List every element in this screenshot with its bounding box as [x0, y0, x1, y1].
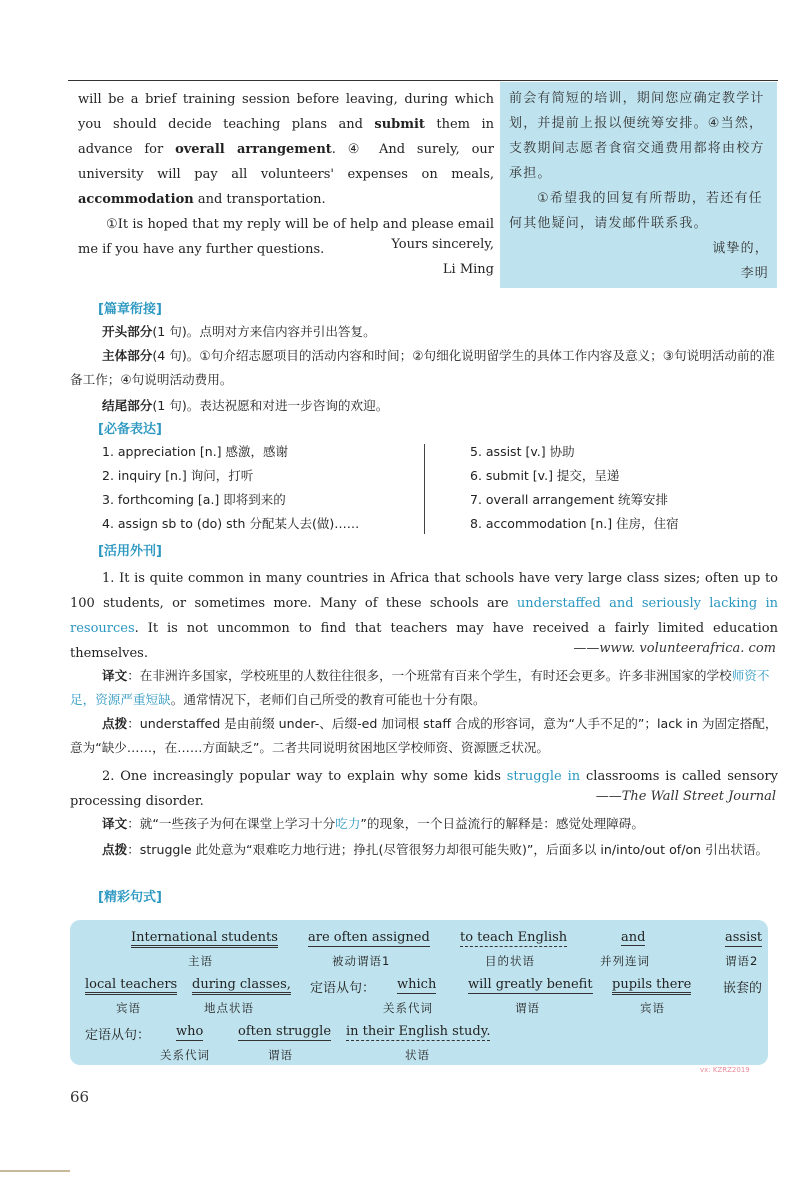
translation-highlight: 师资不足，资源严重短缺: [70, 668, 770, 707]
expression-item: 8. accommodation [n.] 住房，住宿: [470, 516, 679, 531]
sentence-role-label: 关系代词: [383, 1001, 433, 1015]
expression-item: 2. inquiry [n.] 询问，打听: [102, 468, 254, 483]
extract-1-highlight: understaffed and seriously lacking in resources: [70, 596, 778, 636]
sentence-word: who: [176, 1024, 204, 1039]
translation-closing: 诚挚的，: [712, 241, 769, 256]
sentence-role-label: 并列连词: [600, 954, 650, 968]
keyword-bold: submit: [374, 117, 425, 132]
body-label: 主体部分: [102, 348, 153, 363]
extract-1-translation: [70, 664, 780, 712]
sentence-word: often struggle: [238, 1024, 332, 1039]
extract-2-part-b: classrooms is called sensory processing disorder.: [70, 769, 779, 809]
translation-part-b: ”的现象，一个日益流行的解释是：感觉处理障碍。: [360, 816, 644, 831]
sentence-role-label: 主语: [188, 954, 213, 968]
letter-paragraph-1: [78, 87, 494, 212]
translation-part-a: ：就“一些孩子为何在课堂上学习十分: [127, 816, 336, 831]
translation-paragraph-2: ①希望我的回复有所帮助，若还有任何其他疑问，请发邮件联系我。: [509, 191, 763, 231]
expressions-divider: [424, 444, 425, 534]
expression-item: 3. forthcoming [a.] 即将到来的: [102, 492, 286, 507]
sentence-word: assist: [725, 930, 763, 945]
body-text: (4 句)。①句介绍志愿项目的活动内容和时间；②句细化说明留学生的具体工作内容及意义；③句说明活动前的准备工作；④句说明活动费用。: [70, 348, 775, 387]
sentence-word: local teachers: [85, 977, 177, 995]
translation-label: 译文: [102, 668, 128, 683]
expressions-left-list: [102, 440, 422, 536]
translation-paragraph-1: 前会有简短的培训，期间您应确定教学计划，并提前上报以便统筹安排。④当然，支教期间志愿者食宿交通费用都将由校方承担。: [509, 91, 765, 181]
letter-body: [78, 87, 494, 262]
translation-label: 译文: [102, 816, 128, 831]
clause-label: 嵌套的: [723, 981, 763, 996]
sentence-role-label: 宾语: [116, 1001, 141, 1015]
sentence-role-label: 谓语: [515, 1001, 540, 1015]
note-text: ：understaffed 是由前缀 under-、后缀-ed 加词根 staff 合成的形容词，意为“人手不足的”；lack in 为固定搭配，意为“缺少……，在……方面缺乏”。二者共同说明贫困地区学校师资、资源匮乏状况。: [70, 716, 778, 755]
letter-closing: Yours sincerely,: [391, 237, 494, 252]
expression-item: 6. submit [v.] 提交，呈递: [470, 468, 620, 483]
bottom-rule: [0, 1170, 70, 1172]
structure-ending: [102, 394, 782, 418]
extract-2-translation: [70, 812, 780, 836]
sentence-analysis-box: [70, 920, 768, 1065]
extract-1-part-b: . It is not uncommon to find that teachers may have received a fairly limited education themselves.: [70, 621, 778, 661]
expression-item: 7. overall arrangement 统筹安排: [470, 492, 668, 507]
extract-2-highlight: struggle in: [506, 769, 581, 784]
translation-part-a: ：在非洲许多国家，学校班里的人数往往很多，一个班常有百来个学生，有时还会更多。许多非洲国家的学校: [127, 668, 732, 683]
sentence-role-label: 谓语: [268, 1048, 293, 1062]
extract-1-note: [70, 712, 780, 760]
note-label: 点拨: [102, 842, 128, 857]
clause-label: 定语从句：: [85, 1028, 151, 1043]
top-rule: [68, 80, 778, 81]
sentence-word: will greatly benefit: [468, 977, 593, 992]
sentence-heading: [精彩句式]: [98, 890, 162, 905]
sentence-word: pupils there: [612, 977, 691, 995]
note-label: 点拨: [102, 716, 128, 731]
translation-box: [500, 82, 777, 288]
expression-item: 4. assign sb to (do) sth 分配某人去(做)……: [102, 516, 360, 531]
translation-part-b: 。通常情况下，老师们自己所受的教育可能也十分有限。: [170, 692, 486, 707]
letter-text-segment: and transportation.: [193, 192, 326, 207]
extract-2-part-a: 2. One increasingly popular way to explain why some kids: [102, 769, 507, 784]
page-number: 66: [70, 1088, 90, 1106]
extract-1-source: ——www. volunteerafrica. com: [573, 641, 776, 656]
sentence-role-label: 地点状语: [204, 1001, 254, 1015]
expression-item: 5. assist [v.] 协助: [470, 444, 575, 459]
translation-highlight: 吃力: [335, 816, 361, 831]
extract-2-source: ——The Wall Street Journal: [595, 789, 776, 804]
note-text: ：struggle 此处意为“艰难吃力地行进；挣扎(尽管很努力却很可能失败)”，后面多以 in/into/out of/on 引出状语。: [127, 842, 769, 857]
expression-item: 1. appreciation [n.] 感激，感谢: [102, 444, 289, 459]
ending-label: 结尾部分: [102, 398, 153, 413]
sentence-word: which: [397, 977, 437, 992]
translation-signature: 李明: [740, 266, 769, 281]
sentence-word: during classes,: [192, 977, 291, 995]
expressions-right-list: [470, 440, 780, 536]
extract-1-part-a: 1. It is quite common in many countries in Africa that schools have very large class sizes; often up to 100 students, or sometimes more. Many of these schools are: [70, 571, 778, 611]
sentence-word: International students: [131, 930, 278, 948]
sentence-role-label: 宾语: [640, 1001, 665, 1015]
letter-signature: Li Ming: [442, 262, 494, 277]
structure-opening: [102, 320, 782, 344]
sentence-role-label: 谓语2: [725, 954, 759, 968]
letter-text-segment: will be a brief training session before leaving, during which you should decide teaching plans and: [78, 92, 494, 132]
sentence-word: in their English study.: [346, 1024, 491, 1039]
letter-text-segment: . ④ And surely, our university will pay all volunteers' expenses on meals,: [78, 142, 495, 182]
structure-body: [70, 344, 780, 392]
watermark: vx: KZRZ2019: [700, 1066, 750, 1074]
extract-2-note: [70, 838, 780, 862]
sentence-role-label: 关系代词: [160, 1048, 210, 1062]
clause-label: 定语从句：: [310, 981, 376, 996]
sentence-role-label: 状语: [405, 1048, 430, 1062]
expressions-heading: [必备表达]: [98, 422, 162, 437]
sentence-word: to teach English: [460, 930, 568, 945]
keyword-bold: overall arrangement: [175, 142, 332, 157]
sentence-role-label: 被动谓语1: [332, 954, 391, 968]
extracts-heading: [活用外刊]: [98, 544, 162, 559]
sentence-word: and: [621, 930, 646, 945]
sentence-role-label: 目的状语: [485, 954, 535, 968]
letter-text-segment: them in advance for: [78, 117, 494, 157]
sentence-word: are often assigned: [308, 930, 430, 945]
opening-text: (1 句)。点明对方来信内容并引出答复。: [152, 324, 376, 339]
ending-text: (1 句)。表达祝愿和对进一步咨询的欢迎。: [152, 398, 389, 413]
letter-paragraph-2: ①It is hoped that my reply will be of help and please email me if you have any further questions.: [78, 217, 494, 257]
keyword-bold: accommodation: [78, 192, 194, 207]
opening-label: 开头部分: [102, 324, 153, 339]
structure-heading: [篇章衔接]: [98, 302, 162, 317]
